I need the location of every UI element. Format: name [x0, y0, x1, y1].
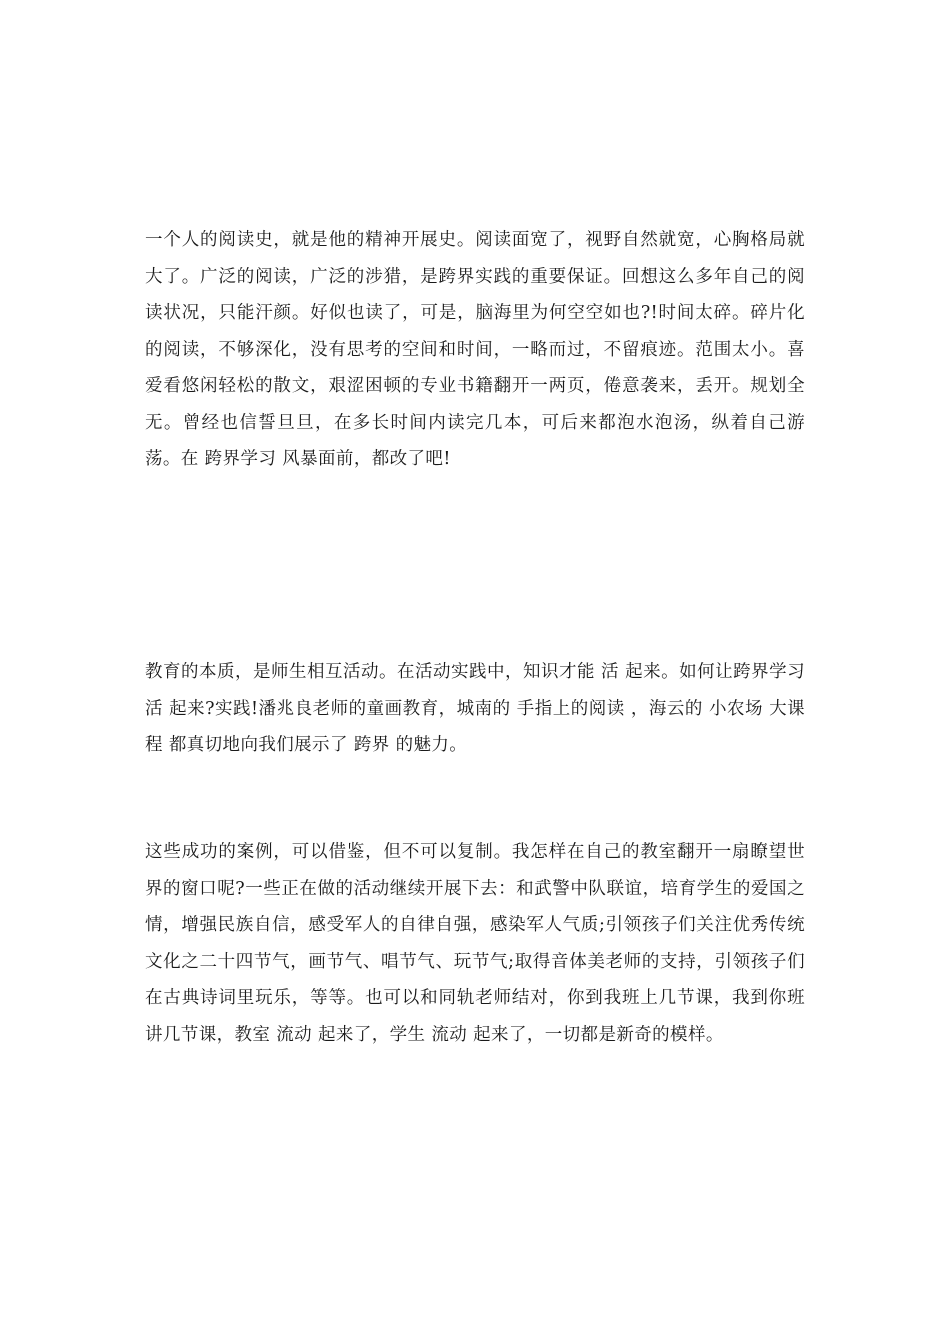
paragraph-education-essence: 教育的本质，是师生相互活动。在活动实践中，知识才能 活 起来。如何让跨界学习 活 起来?实践!潘兆良老师的童画教育，城南的 手指上的阅读 ，海云的 小农场 大课程 都真切地向我们展示了 跨界 的魅力。: [145, 662, 805, 755]
paragraph-reading-history: 一个人的阅读史，就是他的精神开展史。阅读面宽了，视野自然就宽，心胸格局就大了。广泛的阅读，广泛的涉猎，是跨界实践的重要保证。回想这么多年自己的阅读状况，只能汗颜。好似也读了，可是，脑海里为何空空如也?!时间太碎。碎片化的阅读，不够深化，没有思考的空间和时间，一略而过，不留痕迹。范围太小。喜爱看悠闲轻松的散文，艰涩困顿的专业书籍翻开一两页，倦意袭来，丢开。规划全无。曾经也信誓旦旦，在多长时间内读完几本，可后来都泡水泡汤，纵着自己游荡。在 跨界学习 风暴面前，都改了吧!: [145, 230, 805, 469]
paragraph-successful-cases: 这些成功的案例，可以借鉴，但不可以复制。我怎样在自己的教室翻开一扇瞭望世界的窗口呢?一些正在做的活动继续开展下去：和武警中队联谊，培育学生的爱国之情，增强民族自信，感受军人的自律自强，感染军人气质;引领孩子们关注优秀传统文化之二十四节气，画节气、唱节气、玩节气;取得音体美老师的支持，引领孩子们在古典诗词里玩乐，等等。也可以和同轨老师结对，你到我班上几节课，我到你班讲几节课，教室 流动 起来了，学生 流动 起来了，一切都是新奇的模样。: [145, 842, 805, 1045]
